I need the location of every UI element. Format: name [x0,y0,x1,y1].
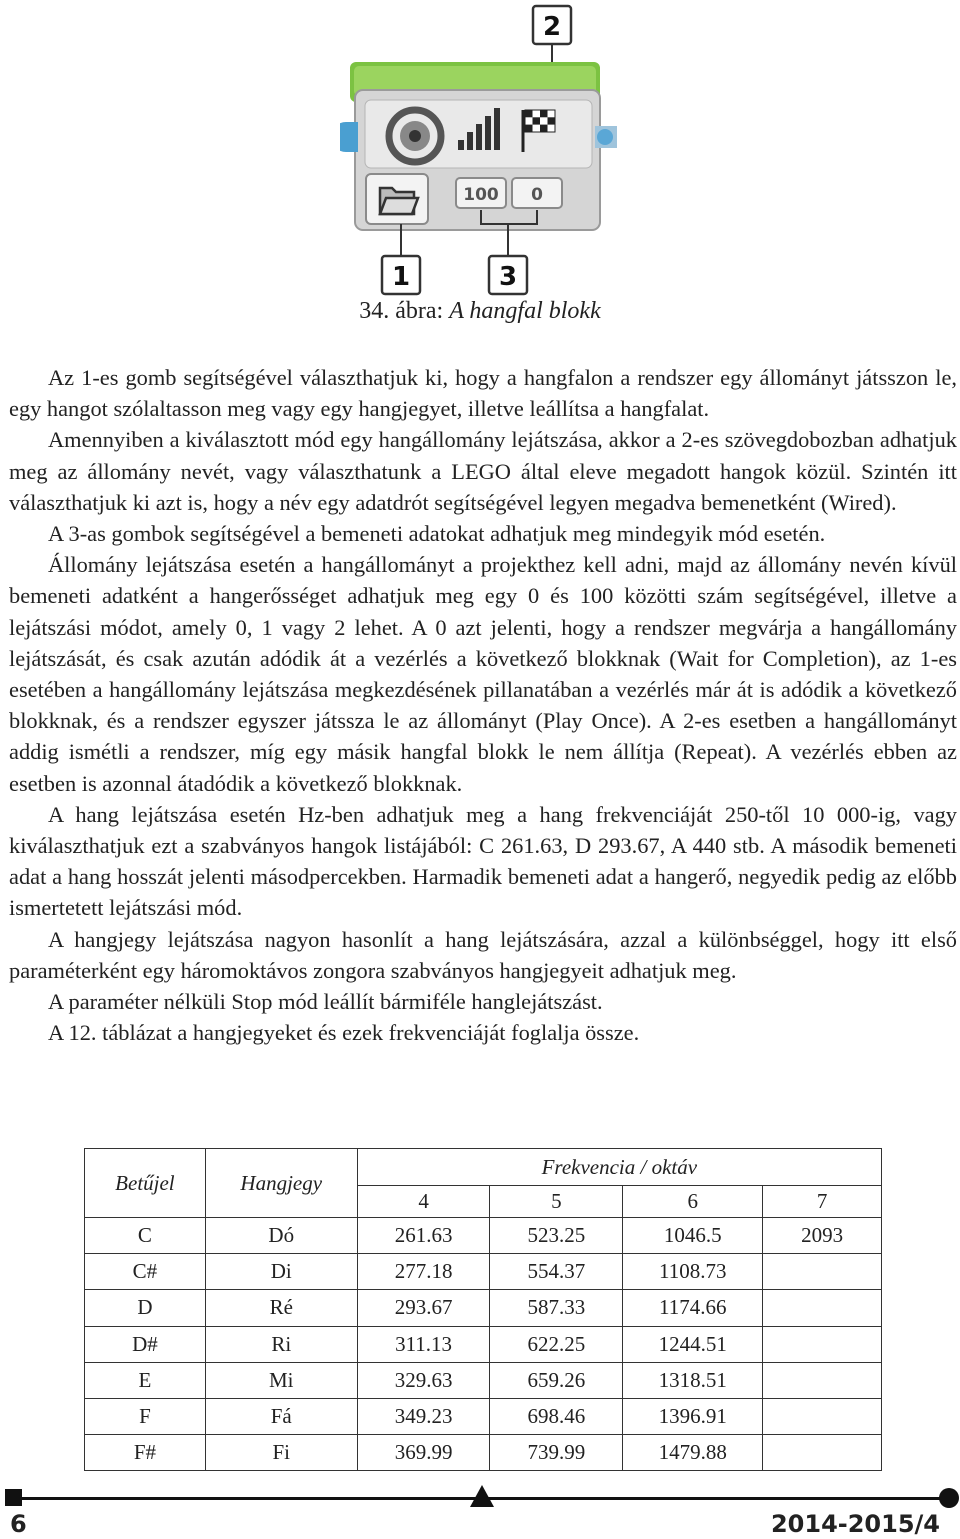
cell-freq: 1244.51 [623,1326,763,1362]
table-row [85,1435,882,1471]
volume-input[interactable] [456,178,506,208]
paragraph: A hang lejátszása esetén Hz-ben adhatjuk meg a hang frekvenciáját 250-től 10 000-ig, vagy kiválaszthatjuk ezt a szabványos hangok listájából: C 261.63, D 293.67, A 440 stb. A második bemeneti adat a hang hosszát jelenti másodpercekben. Harmadik bemeneti adat a hangerő, negyedik pedig az előbb ismertetett lejátszási mód. [9,801,957,921]
cell-letter: F [85,1398,206,1434]
cell-letter: C# [85,1254,206,1290]
table-row [85,1362,882,1398]
volume-value: 100 [463,185,499,205]
cell-letter: F# [85,1435,206,1471]
cell-freq: 311.13 [357,1326,490,1362]
header-octave: 5 [490,1186,623,1218]
callout-1 [382,224,420,294]
table-row [85,1398,882,1434]
paragraph: A paraméter nélküli Stop mód leállít bármiféle hanglejátszást. [48,989,603,1015]
paragraph: Állomány lejátszása esetén a hangállományt a projekthez kell adni, majd az állomány nevén kívül bemeneti adatként a hangerősséget adhatjuk meg egy 0 és 100 közötti szám segítségével, illetve a lejátszási módot, amely 0, 1 vagy 2 lehet. A 0 azt jelenti, hogy a rendszer megvárja a hangállomány lejátszását, és csak azután adódik át a vezérlés a következő blokknak (Wait for Completion), az 1-es esetében a hangállomány lejátszása megkezdésének pillanatában a vezérlés már át is adódik a következő blokknak, és a rendszer egyszer játssza le az állományt (Play Once). A 2-es esetben a hangállományt addig ismétli a rendszer, míg egy másik hangfal blokk le nem állítja (Repeat). A vezérlés ebben az esetben is azonnal átadódik a következő blokknak. [9,552,957,796]
note-frequency-table [84,1148,882,1471]
paragraph: Az 1-es gomb segítségével választhatjuk ki, hogy a hangfalon a rendszer egy állományt játsszon le, egy hangot szólaltasson meg vagy egy hangjegyet, illetve leállítsa a hangfalat. [9,365,957,422]
cell-freq: 1174.66 [623,1290,763,1326]
paragraph: A hangjegy lejátszása nagyon hasonlít a hang lejátszására, azzal a különbséggel, hogy itt első paraméterként egy háromoktávos zongora szabványos hangjegyeit adhatjuk meg. [9,926,957,983]
table-row [85,1290,882,1326]
cell-freq: 739.99 [490,1435,623,1471]
cell-letter: D [85,1290,206,1326]
sound-block-figure [340,0,630,300]
cell-note: Di [205,1254,357,1290]
paragraph: Amennyiben a kiválasztott mód egy hangállomány lejátszása, akkor a 2-es szövegdobozban adhatjuk meg az állomány nevét, vagy választhatunk a LEGO által eleve megadott hangok közül. Szintén itt választhatjuk ki azt is, hogy a név egy adatdrót segítségével legyen megadva bemenetként (Wired). [9,427,957,515]
cell-freq [763,1435,882,1471]
cell-freq: 622.25 [490,1326,623,1362]
header-octave: 4 [357,1186,490,1218]
cell-note: Ré [205,1290,357,1326]
cell-freq: 369.99 [357,1435,490,1471]
play-type-value: 0 [531,185,543,205]
paragraph: A 12. táblázat a hangjegyeket és ezek frekvenciáját foglalja össze. [48,1020,640,1046]
callout-1-label: 1 [391,262,411,292]
header-octave: 6 [623,1186,763,1218]
cell-freq: 1479.88 [623,1435,763,1471]
cell-freq [763,1362,882,1398]
cell-freq: 293.67 [357,1290,490,1326]
cell-freq: 587.33 [490,1290,623,1326]
folder-icon [380,188,418,214]
table-row [85,1326,882,1362]
cell-freq [763,1326,882,1362]
cell-freq: 329.63 [357,1362,490,1398]
cell-note: Mi [205,1362,357,1398]
paragraph: A 3-as gombok segítségével a bemeneti adatokat adhatjuk meg mindegyik mód esetén. [48,521,826,547]
body-text [9,362,957,1048]
table-row [85,1218,882,1254]
cell-freq [763,1254,882,1290]
cell-note: Ri [205,1326,357,1362]
table-row [85,1254,882,1290]
cell-note: Fá [205,1398,357,1434]
caption-number: 34. ábra: [359,298,450,324]
cell-letter: E [85,1362,206,1398]
page-number: 6 [10,1510,27,1538]
cell-freq [763,1398,882,1434]
cell-freq: 349.23 [357,1398,490,1434]
play-type-input[interactable] [512,178,562,208]
issue-label: 2014-2015/4 [770,1510,940,1538]
mode-select-button[interactable] [366,174,428,224]
cell-freq: 1318.51 [623,1362,763,1398]
header-note: Hangjegy [205,1149,357,1218]
header-octave: 7 [763,1186,882,1218]
cell-freq [763,1290,882,1326]
cell-note: Fi [205,1435,357,1471]
cell-freq: 2093 [763,1218,882,1254]
cell-freq: 698.46 [490,1398,623,1434]
cell-freq: 1108.73 [623,1254,763,1290]
cell-note: Dó [205,1218,357,1254]
cell-freq: 523.25 [490,1218,623,1254]
callout-2-label: 2 [542,12,562,42]
cell-freq: 261.63 [357,1218,490,1254]
footer-triangle-marker [470,1485,494,1507]
cell-letter: D# [85,1326,206,1362]
header-frequency: Frekvencia / oktáv [357,1149,881,1186]
cell-freq: 277.18 [357,1254,490,1290]
footer-circle-marker [939,1488,959,1508]
cell-freq: 1396.91 [623,1398,763,1434]
header-letter: Betűjel [85,1149,206,1218]
cell-freq: 1046.5 [623,1218,763,1254]
footer-square-marker [5,1489,22,1506]
figure-caption [0,298,960,325]
cell-freq: 554.37 [490,1254,623,1290]
callout-3-label: 3 [498,262,518,292]
caption-title: A hangfal blokk [449,298,601,324]
cell-freq: 659.26 [490,1362,623,1398]
cell-letter: C [85,1218,206,1254]
